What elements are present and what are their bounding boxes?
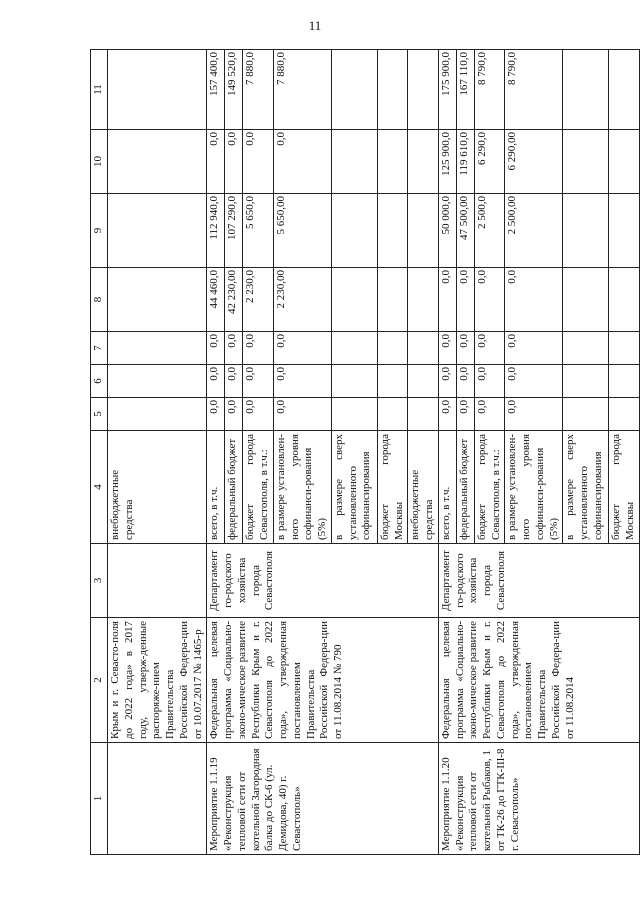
value-cell: 7 880,0 — [273, 50, 331, 130]
value-cell: 0,0 — [438, 365, 456, 398]
value-cell: 0,0 — [438, 332, 456, 365]
value-cell — [609, 398, 640, 431]
funding-source: внебюджетные средства — [408, 431, 439, 544]
header-cell: 6 — [91, 365, 108, 398]
value-cell — [331, 50, 377, 130]
value-cell: 8 790,0 — [474, 50, 505, 130]
value-cell — [331, 194, 377, 268]
value-cell — [609, 332, 640, 365]
value-cell: 2 500,0 — [474, 194, 505, 268]
value-cell: 7 880,0 — [243, 50, 274, 130]
value-cell — [563, 332, 609, 365]
carry-col5 — [108, 398, 207, 431]
header-cell: 10 — [91, 130, 108, 194]
funding-source: бюджет города Москвы — [377, 431, 408, 544]
carry-col11 — [108, 50, 207, 130]
header-cell: 5 — [91, 398, 108, 431]
funding-source: федеральный бюджет — [456, 431, 474, 544]
header-cell: 9 — [91, 194, 108, 268]
header-cell: 11 — [91, 50, 108, 130]
funding-source: в размере сверх установленного софинансирования — [563, 431, 609, 544]
value-cell: 6 290,0 — [474, 130, 505, 194]
funding-source: бюджет города Москвы — [609, 431, 640, 544]
table-body — [91, 50, 640, 855]
header-cell: 7 — [91, 332, 108, 365]
measure-name: Мероприятие 1.1.20 «Реконструкция тепловой сети от котельной Рыбаков, 1 от ТК-26 до ГТК-III-8 г. Севастополь» — [438, 743, 639, 855]
value-cell — [408, 50, 439, 130]
value-cell: 0,0 — [273, 130, 331, 194]
value-cell: 0,0 — [456, 365, 474, 398]
value-cell: 0,0 — [207, 130, 225, 194]
funding-source: бюджет города Севастополя, в т.ч.: — [243, 431, 274, 544]
page-number: 11 — [308, 18, 322, 33]
value-cell — [563, 50, 609, 130]
funding-source: бюджет города Севастополя, в т.ч.: — [474, 431, 505, 544]
measure-row — [207, 50, 225, 855]
header-cell: 8 — [91, 268, 108, 332]
value-cell — [563, 268, 609, 332]
value-cell: 47 500,00 — [456, 194, 474, 268]
value-cell: 157 400,0 — [207, 50, 225, 130]
value-cell: 2 230,0 — [243, 268, 274, 332]
value-cell: 0,0 — [456, 332, 474, 365]
value-cell: 42 230,00 — [225, 268, 243, 332]
carry-col7 — [108, 332, 207, 365]
measure-name: Мероприятие 1.1.19 «Реконструкция тепловой сети от котельной Загородная балка до СК-6 (ул. Демидова, 40) г. Севастополь» — [207, 743, 439, 855]
funding-source: всего, в т.ч. — [207, 431, 225, 544]
value-cell — [408, 194, 439, 268]
header-cell: 3 — [91, 544, 108, 618]
value-cell: 0,0 — [456, 268, 474, 332]
value-cell — [331, 398, 377, 431]
value-cell: 0,0 — [438, 268, 456, 332]
value-cell — [609, 194, 640, 268]
value-cell: 0,0 — [273, 365, 331, 398]
value-cell: 0,0 — [438, 398, 456, 431]
value-cell: 125 900,0 — [438, 130, 456, 194]
value-cell: 0,0 — [474, 268, 505, 332]
carry-col1 — [108, 743, 207, 855]
funding-source: в размере установлен-ного уровня софинанси-рования (5%) — [273, 431, 331, 544]
value-cell: 0,0 — [243, 398, 274, 431]
funding-source: в размере сверх установленного софинансирования — [331, 431, 377, 544]
value-cell — [331, 332, 377, 365]
value-cell: 0,0 — [474, 398, 505, 431]
value-cell: 0,0 — [273, 398, 331, 431]
value-cell: 0,0 — [225, 365, 243, 398]
value-cell: 50 000,0 — [438, 194, 456, 268]
rotated-table-container — [90, 50, 636, 855]
carry-col3 — [108, 544, 207, 618]
value-cell — [331, 130, 377, 194]
carry-col9 — [108, 194, 207, 268]
measure-row — [438, 50, 456, 855]
value-cell — [408, 268, 439, 332]
header-cell: 2 — [91, 618, 108, 743]
value-cell: 0,0 — [225, 398, 243, 431]
value-cell: 44 460,0 — [207, 268, 225, 332]
value-cell: 5 650,00 — [273, 194, 331, 268]
value-cell — [377, 130, 408, 194]
carry-over-row — [108, 50, 207, 855]
program-text: Федеральная целевая программа «Социально-эконо-мическое развитие Республики Крым и г. Севастополя до 2022 года», утвержденная постановлением Правительства Российской Федера-ции от 11.08.2014 № 790 — [207, 618, 439, 743]
value-cell — [377, 365, 408, 398]
value-cell: 0,0 — [207, 398, 225, 431]
budget-table — [90, 49, 640, 855]
value-cell: 0,0 — [207, 332, 225, 365]
value-cell: 0,0 — [505, 332, 563, 365]
value-cell: 0,0 — [243, 332, 274, 365]
value-cell — [563, 194, 609, 268]
value-cell — [408, 365, 439, 398]
carry-col8 — [108, 268, 207, 332]
header-cell: 4 — [91, 431, 108, 544]
value-cell: 5 650,0 — [243, 194, 274, 268]
carry-source: внебюджетные средства — [108, 431, 207, 544]
funding-source: федеральный бюджет — [225, 431, 243, 544]
value-cell: 0,0 — [273, 332, 331, 365]
value-cell — [609, 365, 640, 398]
funding-source: всего, в т.ч. — [438, 431, 456, 544]
value-cell — [408, 130, 439, 194]
value-cell: 0,0 — [505, 398, 563, 431]
value-cell: 112 940,0 — [207, 194, 225, 268]
value-cell: 0,0 — [243, 130, 274, 194]
carry-program-text: Крым и г. Севасто-поля до 2022 года» в 2017 году, утверж-денные распоряже-нием Правительства Российской Федера-ции от 10.07.2017 № 1465-р — [108, 618, 207, 743]
value-cell — [377, 398, 408, 431]
value-cell: 0,0 — [505, 268, 563, 332]
value-cell — [331, 365, 377, 398]
value-cell: 0,0 — [474, 365, 505, 398]
value-cell: 0,0 — [207, 365, 225, 398]
value-cell — [563, 365, 609, 398]
value-cell: 119 610,0 — [456, 130, 474, 194]
value-cell: 149 520,0 — [225, 50, 243, 130]
value-cell: 0,0 — [225, 332, 243, 365]
value-cell: 2 230,00 — [273, 268, 331, 332]
value-cell — [377, 268, 408, 332]
value-cell: 167 110,0 — [456, 50, 474, 130]
value-cell: 0,0 — [456, 398, 474, 431]
value-cell: 0,0 — [225, 130, 243, 194]
value-cell — [563, 398, 609, 431]
program-text: Федеральная целевая программа «Социально-эконо-мическое развитие Республики Крым и г. Севастополя до 2022 года», утвержденная постановлением Правительства Российской Федера-ции от 11.08.2014 — [438, 618, 639, 743]
value-cell: 8 790,0 — [505, 50, 563, 130]
header-cell: 1 — [91, 743, 108, 855]
executor-text: Департамент го-родского хозяйства города Севастополя — [438, 544, 639, 618]
funding-source: в размере установлен-ного уровня софинанси-рования (5%) — [505, 431, 563, 544]
executor-text: Департамент го-родского хозяйства города Севастополя — [207, 544, 439, 618]
value-cell — [377, 50, 408, 130]
header-row — [91, 50, 108, 855]
carry-col6 — [108, 365, 207, 398]
value-cell: 6 290,00 — [505, 130, 563, 194]
value-cell — [377, 332, 408, 365]
value-cell: 2 500,00 — [505, 194, 563, 268]
value-cell: 175 900,0 — [438, 50, 456, 130]
value-cell: 0,0 — [505, 365, 563, 398]
value-cell: 0,0 — [474, 332, 505, 365]
value-cell — [408, 398, 439, 431]
value-cell — [377, 194, 408, 268]
carry-col10 — [108, 130, 207, 194]
value-cell — [609, 130, 640, 194]
value-cell: 0,0 — [243, 365, 274, 398]
value-cell — [331, 268, 377, 332]
value-cell: 107 290,0 — [225, 194, 243, 268]
value-cell — [609, 268, 640, 332]
value-cell — [408, 332, 439, 365]
value-cell — [609, 50, 640, 130]
value-cell — [563, 130, 609, 194]
